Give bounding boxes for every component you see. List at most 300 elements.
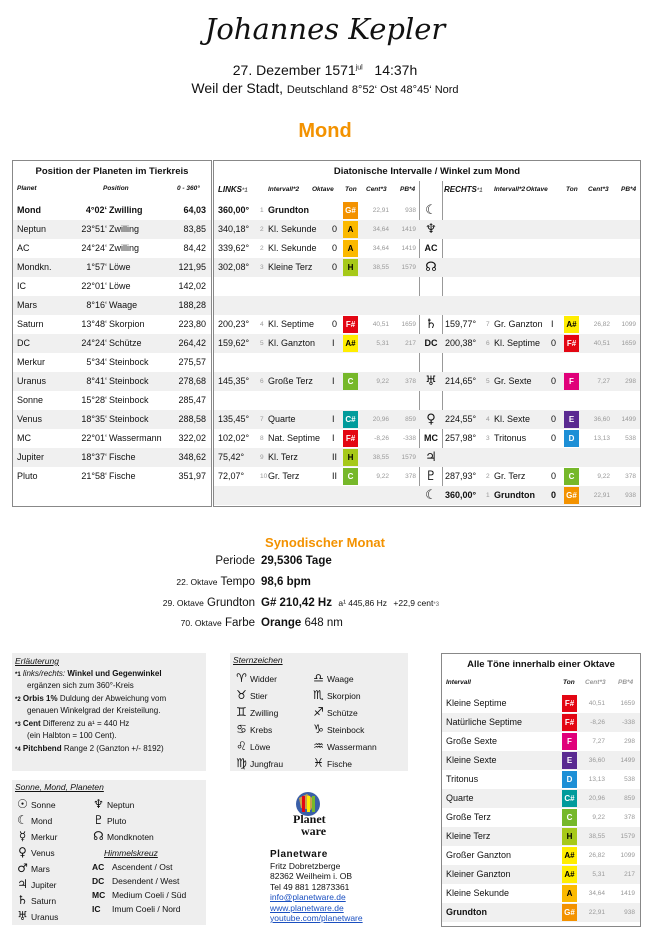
tone-pb: 859 [624, 795, 635, 802]
planet-deg: 275,57 [178, 357, 206, 367]
right-pb: 1099 [621, 321, 636, 328]
calendar-mark: jul [355, 64, 363, 72]
tone-row [442, 694, 640, 713]
planet-name: Mondkn. [17, 262, 52, 272]
planet-symbol-label: Saturn [31, 896, 57, 906]
planet-deg: 322,02 [178, 433, 206, 443]
left-num: 10 [260, 473, 268, 480]
grundton-cent: +22,9 cent [393, 598, 434, 608]
interval-row [214, 429, 640, 448]
left-pb: 1579 [401, 264, 416, 271]
planet-deg: 223,80 [178, 319, 206, 329]
left-tone: H [343, 449, 358, 466]
legend-title: Erläuterung [15, 656, 59, 666]
left-cent: 22,91 [372, 207, 389, 214]
right-angle: 257,98° [445, 433, 477, 443]
all-col-pb [618, 679, 633, 686]
planet-name: Mars [17, 300, 37, 310]
left-interval: Kl. Ganzton [268, 338, 316, 348]
planet-symbol: ♀ [426, 412, 436, 427]
planet-pos: 23°51‘ [81, 224, 107, 234]
tone-interval: Tritonus [446, 774, 479, 784]
planet-pos: 8°41‘ [86, 376, 107, 386]
zodiac-symbol-label: Waage [327, 674, 354, 684]
legend-item [15, 719, 205, 741]
left-oktave: II [332, 471, 338, 481]
company-phone: Tel 49 881 12873361 [270, 881, 350, 892]
tone-swatch: C# [562, 790, 577, 807]
synodic-title: Synodischer Monat [265, 535, 385, 550]
synodic-block [0, 555, 650, 630]
planet-sign: Wassermann [109, 433, 162, 443]
planet-symbol-item [14, 828, 99, 844]
grundton-value-row [261, 597, 439, 609]
legend-line [15, 694, 205, 706]
planet-sign: Waage [109, 300, 138, 310]
left-cent: 40,51 [372, 321, 389, 328]
interval-row [214, 258, 640, 277]
all-tones-table [441, 653, 641, 927]
interval-row [214, 372, 640, 391]
tempo-label: Tempo [220, 576, 255, 588]
all-col-pb-sup: *4 [627, 679, 634, 686]
planet-deg: 64,03 [183, 205, 206, 215]
left-tone: A [343, 221, 358, 238]
left-interval: Nat. Septime [268, 433, 321, 443]
tone-pb: 1499 [620, 757, 635, 764]
col-cent-l-label: Cent [366, 186, 381, 193]
tone-swatch: G# [562, 904, 577, 921]
left-pb: 859 [405, 416, 416, 423]
tone-cent: 36,60 [588, 757, 605, 764]
left-tone: F# [343, 430, 358, 447]
left-angle: 159,62° [218, 338, 250, 348]
left-interval: Grundton [268, 205, 309, 215]
planet-symbol-label: Merkur [31, 832, 58, 842]
birth-date-line [0, 62, 650, 78]
planet-symbols-right [90, 796, 200, 844]
tone-row [442, 846, 640, 865]
left-tone: C [343, 373, 358, 390]
tone-interval: Kleine Sexte [446, 755, 497, 765]
right-interval: Kl. Septime [494, 338, 541, 348]
himmelskreuz-item [92, 902, 204, 916]
left-angle: 145,35° [218, 376, 250, 386]
planet-symbol: DC [424, 338, 438, 348]
planet-deg: 348,62 [178, 452, 206, 462]
tone-row [442, 789, 640, 808]
tone-swatch: F# [562, 695, 577, 712]
zodiac-symbol-icon: ♍ [236, 756, 247, 770]
right-pb: 1499 [621, 416, 636, 423]
col-links-label: LINKS [218, 185, 242, 194]
right-interval: Tritonus [494, 433, 527, 443]
periode-label: Periode [215, 555, 255, 567]
planet-row [13, 220, 211, 239]
planet-deg: 84,42 [183, 243, 206, 253]
tone-swatch: D [562, 771, 577, 788]
planet-pos: 24°24‘ [81, 338, 107, 348]
left-num: 2 [260, 245, 264, 252]
left-oktave: I [332, 338, 335, 348]
left-num: 1 [260, 207, 264, 214]
zodiac-symbol-icon: ♓ [313, 756, 324, 770]
planetware-logo [285, 790, 335, 842]
planet-deg: 285,47 [178, 395, 206, 405]
person-name: Johannes Kepler [204, 12, 446, 46]
planet-name: Neptun [17, 224, 47, 234]
planetware-contact [270, 850, 363, 924]
zodiac-symbol-icon: ♈ [236, 671, 247, 685]
company-youtube-link[interactable]: youtube.com/planetware [270, 913, 363, 923]
legend-line-2: (ein Halbton = 100 Cent). [27, 730, 117, 740]
col-pb-r-label: PB [621, 186, 631, 193]
planet-symbol-item [14, 860, 99, 876]
interval-table [213, 160, 641, 507]
left-cent: 34,64 [372, 226, 389, 233]
planet-symbol-label: Sonne [31, 800, 56, 810]
tone-row [442, 808, 640, 827]
left-pb: 217 [405, 340, 416, 347]
tone-pb: 1579 [620, 833, 635, 840]
right-oktave: I [551, 319, 554, 329]
left-cent: 38,55 [372, 264, 389, 271]
legend-box [12, 653, 206, 771]
col-ton-r: Ton [566, 186, 578, 193]
planet-row [13, 372, 211, 391]
zodiac-symbol-label: Widder [250, 674, 277, 684]
legend-line [15, 744, 205, 756]
symbol-box-title: Sonne, Mond, Planeten [15, 782, 104, 792]
planet-deg: 351,97 [178, 471, 206, 481]
left-pb: 1419 [401, 226, 416, 233]
birth-time: 14:37h [374, 62, 418, 78]
himmelskreuz-label: Ascendent / Ost [112, 862, 173, 872]
tone-pb: 538 [624, 776, 635, 783]
planet-sign: Steinbock [109, 376, 149, 386]
tone-interval: Große Sexte [446, 736, 498, 746]
right-oktave: 0 [551, 433, 557, 443]
tone-swatch: H [562, 828, 577, 845]
tone-swatch: A# [562, 847, 577, 864]
planet-row [13, 201, 211, 220]
periode-value: 29,5306 Tage [261, 555, 332, 567]
zodiac-symbol-icon: ♏ [313, 688, 324, 702]
planet-symbol-icon: ♄ [17, 893, 28, 907]
tone-cent: 7,27 [592, 738, 605, 745]
planet-symbol: AC [424, 243, 438, 253]
left-pb: 1659 [401, 321, 416, 328]
legend-mark: *4 [15, 747, 21, 753]
planet-symbol-label: Mondknoten [107, 832, 154, 842]
left-oktave: II [332, 452, 338, 462]
planet-name: Jupiter [17, 452, 45, 462]
right-pb: 538 [625, 435, 636, 442]
planet-pos: 22°01‘ [81, 281, 107, 291]
tone-cent: 5,31 [592, 871, 605, 878]
zodiac-symbol-label: Krebs [250, 725, 273, 735]
left-angle: 102,02° [218, 433, 250, 443]
planet-symbol-icon: ♅ [17, 909, 28, 923]
interval-row [214, 448, 640, 467]
tone-cent: 22,91 [588, 909, 605, 916]
right-cent: 40,51 [593, 340, 610, 347]
grundton-value: G# 210,42 Hz [261, 597, 332, 609]
interval-table-title: Diatonische Intervalle / Winkel zum Mond [333, 166, 521, 177]
grundton-prefix: 29. Oktave [162, 598, 204, 608]
left-tone: H [343, 259, 358, 276]
tone-cent: 13,13 [588, 776, 605, 783]
company-owner: Fritz Dobretzberge [270, 860, 341, 871]
right-interval: Grundton [494, 490, 535, 500]
planet-symbol-icon: ☿ [18, 829, 27, 843]
planet-row [13, 410, 211, 429]
all-col-cent-label: Cent [585, 679, 600, 686]
himmelskreuz-item [92, 860, 204, 874]
tone-cent: 9,22 [592, 814, 605, 821]
planet-symbol: MC [424, 433, 438, 443]
left-num: 8 [260, 435, 264, 442]
tone-cent: 26,82 [588, 852, 605, 859]
right-tone: F [564, 373, 579, 390]
left-angle: 339,62° [218, 243, 250, 253]
right-oktave: 0 [551, 414, 557, 424]
planet-symbol-icon: ☉ [17, 797, 28, 811]
all-col-intervall: Intervall [446, 679, 471, 686]
planet-deg: 142,02 [178, 281, 206, 291]
legend-items [15, 669, 205, 759]
zodiac-symbol-icon: ♋ [236, 722, 247, 736]
planet-symbol-label: Mars [31, 864, 50, 874]
col-cent-r-label: Cent [588, 186, 603, 193]
zodiac-symbol-label: Löwe [250, 742, 271, 752]
planet-sign: Fische [109, 452, 136, 462]
left-oktave: I [332, 376, 335, 386]
left-num: 4 [260, 321, 264, 328]
planet-name: MC [17, 433, 31, 443]
right-num: 7 [486, 321, 490, 328]
planet-row [13, 277, 211, 296]
legend-text: Range 2 (Ganzton +/- 8192) [63, 744, 164, 753]
right-pb: 1659 [621, 340, 636, 347]
planet-row [13, 429, 211, 448]
col-planet: Planet [17, 185, 37, 192]
zodiac-symbol-label: Jungfrau [250, 759, 284, 769]
planet-row [13, 448, 211, 467]
right-cent: 7,27 [597, 378, 610, 385]
left-interval: Kl. Sekunde [268, 224, 317, 234]
planet-pos: 18°37‘ [81, 452, 107, 462]
himmelskreuz-title: Himmelskreuz [104, 848, 158, 858]
planet-sign: Steinbock [109, 395, 149, 405]
planet-deg: 83,85 [183, 224, 206, 234]
left-interval: Kl. Septime [268, 319, 315, 329]
col-pb-l-label: PB [400, 186, 410, 193]
zodiac-symbol-item [310, 738, 405, 755]
legend-bold: Winkel und Gegenwinkel [67, 669, 162, 678]
left-pb: -338 [402, 435, 416, 442]
planet-name: IC [17, 281, 26, 291]
company-web-link[interactable]: www.planetware.de [270, 902, 344, 913]
tone-row [442, 903, 640, 922]
planet-symbol: ♇ [425, 469, 437, 484]
left-pb: 1579 [401, 454, 416, 461]
himmelskreuz-code: IC [92, 904, 101, 914]
birth-place-line [0, 80, 650, 96]
himmelskreuz-label: Desendent / West [112, 876, 180, 886]
planet-name: Pluto [17, 471, 38, 481]
planet-row [13, 296, 211, 315]
left-angle: 340,18° [218, 224, 250, 234]
col-intervall-r-sup: *2 [518, 186, 526, 193]
left-angle: 200,23° [218, 319, 250, 329]
himmelskreuz-label: Medium Coeli / Süd [112, 890, 187, 900]
right-tone: E [564, 411, 579, 428]
planet-symbol-icon: ☊ [93, 829, 104, 843]
himmelskreuz-list [92, 860, 204, 916]
legend-line [15, 669, 205, 681]
zodiac-symbol-label: Stier [250, 691, 268, 701]
col-pb-r-sup: *4 [630, 186, 637, 193]
planet-symbol: ♄ [425, 317, 437, 332]
tone-cent: 40,51 [588, 700, 605, 707]
tone-row [442, 865, 640, 884]
tone-swatch: F [562, 733, 577, 750]
right-angle: 287,93° [445, 471, 477, 481]
left-cent: 9,22 [376, 378, 389, 385]
col-links-sup: *1 [242, 188, 248, 194]
left-num: 3 [260, 264, 264, 271]
planet-sign: Schütze [109, 338, 142, 348]
planet-symbol-label: Venus [31, 848, 55, 858]
right-oktave: 0 [551, 376, 557, 386]
company-address: 82362 Weilheim i. OB [270, 871, 353, 881]
right-oktave: 0 [551, 490, 557, 500]
zodiac-symbol-icon: ♌ [236, 739, 247, 753]
left-interval: Quarte [268, 414, 296, 424]
left-tone: A [343, 240, 358, 257]
planet-pos: 24°24‘ [81, 243, 107, 253]
planet-sign: Fische [109, 471, 136, 481]
all-col-pb-label: PB [618, 679, 628, 686]
col-pb-l-sup: *4 [409, 186, 416, 193]
planet-pos: 4°02‘ [85, 205, 107, 215]
legend-item [15, 694, 205, 716]
tempo-row [100, 576, 255, 588]
planet-deg: 188,28 [178, 300, 206, 310]
planet-deg: 264,42 [178, 338, 206, 348]
interval-row [214, 334, 640, 353]
zodiac-title: Sternzeichen [233, 655, 283, 665]
zodiac-symbol-item [310, 670, 405, 687]
grundton-a1: a¹ 445,86 Hz [338, 598, 388, 608]
legend-line-2: genauen Winkelgrad der Kreisteilung. [27, 705, 161, 715]
col-cent-r-sup: *3 [602, 186, 609, 193]
zodiac-symbol-icon: ♊ [236, 705, 247, 719]
planet-symbol: ♅ [425, 374, 437, 389]
zodiac-symbol-item [233, 738, 318, 755]
tone-cent: -8,26 [590, 719, 605, 726]
tone-cent: 34,64 [588, 890, 605, 897]
left-num: 5 [260, 340, 264, 347]
left-cent: 5,31 [376, 340, 389, 347]
planet-symbol-icon: ♆ [93, 797, 104, 811]
left-angle: 135,45° [218, 414, 250, 424]
left-oktave: I [332, 414, 335, 424]
farbe-label: Farbe [224, 617, 255, 629]
planet-symbol-label: Mond [31, 816, 53, 826]
planet-deg: 278,68 [178, 376, 206, 386]
zodiac-symbol-icon: ♐ [313, 705, 324, 719]
himmelskreuz-code: MC [92, 890, 106, 900]
planet-sign: Löwe [109, 281, 131, 291]
grundton-label: Grundton [207, 597, 255, 609]
himmelskreuz-code: AC [92, 862, 105, 872]
tone-pb: 938 [624, 909, 635, 916]
left-oktave: 0 [332, 243, 338, 253]
col-intervall-l-label: Intervall [268, 186, 293, 193]
left-tone: F# [343, 316, 358, 333]
tone-pb: 1659 [620, 700, 635, 707]
himmelskreuz-code: DC [92, 876, 105, 886]
farbe-nm: 648 nm [304, 617, 343, 629]
col-position: Position [103, 185, 129, 192]
all-col-ton: Ton [563, 679, 575, 686]
legend-bold: Cent [22, 719, 41, 728]
legend-text: Differenz zu a¹ = 440 Hz [42, 719, 130, 728]
left-cent: 20,96 [372, 416, 389, 423]
zodiac-left [233, 670, 318, 772]
right-num: 4 [486, 416, 490, 423]
right-angle: 224,55° [445, 414, 477, 424]
planet-symbol-item [90, 812, 200, 828]
right-pb: 298 [625, 378, 636, 385]
right-num: 2 [486, 473, 490, 480]
zodiac-symbol-item [310, 687, 405, 704]
birth-country: Deutschland [286, 84, 349, 96]
company-email-link[interactable]: info@planetware.de [270, 892, 346, 902]
right-tone: C [564, 468, 579, 485]
left-cent: 34,64 [372, 245, 389, 252]
left-interval: Gr. Terz [268, 471, 300, 481]
planet-pos: 1°57‘ [86, 262, 107, 272]
tone-pb: 217 [624, 871, 635, 878]
tone-cent: 38,55 [588, 833, 605, 840]
right-num: 3 [486, 435, 490, 442]
birth-coords: 8°52‘ Ost 48°45‘ Nord [351, 84, 459, 96]
right-tone: A# [564, 316, 579, 333]
zodiac-symbol-item [233, 755, 318, 772]
left-num: 9 [260, 454, 264, 461]
planet-name: Venus [17, 414, 43, 424]
left-num: 6 [260, 378, 264, 385]
left-num: 2 [260, 226, 264, 233]
all-col-cent-sup: *3 [599, 679, 606, 686]
tone-interval: Kleine Sekunde [446, 888, 510, 898]
planet-symbol-item [14, 812, 99, 828]
right-num: 1 [486, 492, 490, 499]
tone-interval: Große Terz [446, 812, 491, 822]
symbol-box [12, 780, 206, 925]
planet-symbol-item [14, 892, 99, 908]
col-intervall-r [494, 186, 525, 193]
legend-item [15, 669, 205, 691]
zodiac-symbol-item [233, 670, 318, 687]
planet-pos: 8°16‘ [86, 300, 107, 310]
tone-row [442, 732, 640, 751]
farbe-value-row [261, 617, 343, 629]
planet-symbol-label: Neptun [107, 800, 135, 810]
